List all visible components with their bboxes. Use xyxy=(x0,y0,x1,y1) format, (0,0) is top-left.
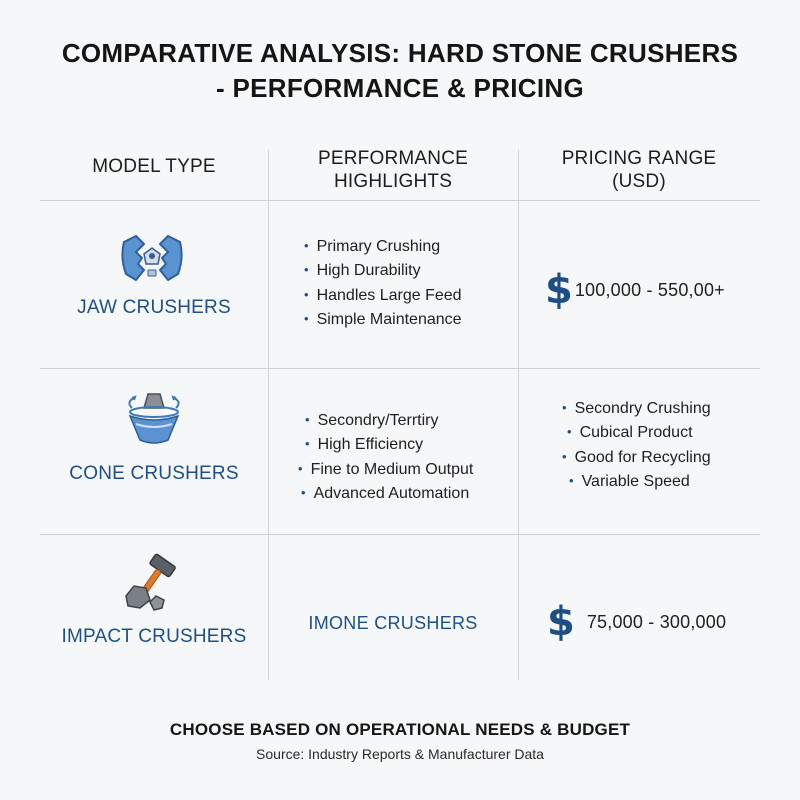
row-divider-2 xyxy=(40,534,760,535)
list-item: • Fine to Medium Output xyxy=(298,458,473,482)
dollar-icon: $ xyxy=(545,267,573,313)
row-cone-model-label: CONE CRUSHERS xyxy=(69,463,239,484)
list-item: • Variable Speed xyxy=(562,470,711,494)
list-item: • Cubical Product xyxy=(562,421,711,445)
row-divider-1 xyxy=(40,368,760,369)
title-line-2: - PERFORMANCE & PRICING xyxy=(215,73,585,103)
row-jaw-price xyxy=(545,267,725,313)
list-item: • Primary Crushing xyxy=(304,235,462,259)
list-item: • Good for Recycling xyxy=(562,446,711,470)
footer-source: Source: Industry Reports & Manufacturer Data xyxy=(256,746,544,762)
page-title xyxy=(40,36,760,106)
row-jaw-performance-list xyxy=(304,235,462,332)
cone-crusher-icon xyxy=(122,390,186,455)
list-item: • Handles Large Feed xyxy=(304,284,462,308)
header-performance: PERFORMANCE HIGHLIGHTS xyxy=(318,148,468,192)
row-impact-price xyxy=(547,599,727,645)
column-divider-2 xyxy=(518,150,519,680)
dollar-icon: $ xyxy=(547,599,575,645)
row-impact-performance-label: IMONE CRUSHERS xyxy=(308,613,478,633)
hammer-rocks-icon xyxy=(120,552,186,619)
row-divider-header xyxy=(40,200,760,201)
header-model-type: MODEL TYPE xyxy=(92,156,216,177)
list-item: • Advanced Automation xyxy=(298,482,473,506)
comparison-table xyxy=(40,140,760,680)
list-item: • Secondry Crushing xyxy=(562,397,711,421)
list-item: • Secondry/Terrtiry xyxy=(298,409,473,433)
row-jaw-price-text: 100,000 - 550,00+ xyxy=(574,279,725,300)
column-divider-1 xyxy=(268,150,269,680)
row-cone-pricing-list xyxy=(562,397,711,494)
row-cone-performance-list xyxy=(298,409,473,506)
list-item: • Simple Maintenance xyxy=(304,308,462,332)
list-item: • High Efficiency xyxy=(298,433,473,457)
row-jaw-model-label: JAW CRUSHERS xyxy=(77,297,231,318)
header-pricing: PRICING RANGE (USD) xyxy=(561,148,717,192)
row-impact-price-text: 75,000 - 300,000 xyxy=(586,611,727,632)
row-impact-model-label: IMPACT CRUSHERS xyxy=(61,626,247,647)
footer-headline: CHOOSE BASED ON OPERATIONAL NEEDS & BUDGET xyxy=(169,720,631,739)
title-line-1: COMPARATIVE ANALYSIS: HARD STONE CRUSHERS xyxy=(61,38,739,68)
jaw-crusher-icon xyxy=(118,230,186,291)
list-item: • High Durability xyxy=(304,259,462,283)
